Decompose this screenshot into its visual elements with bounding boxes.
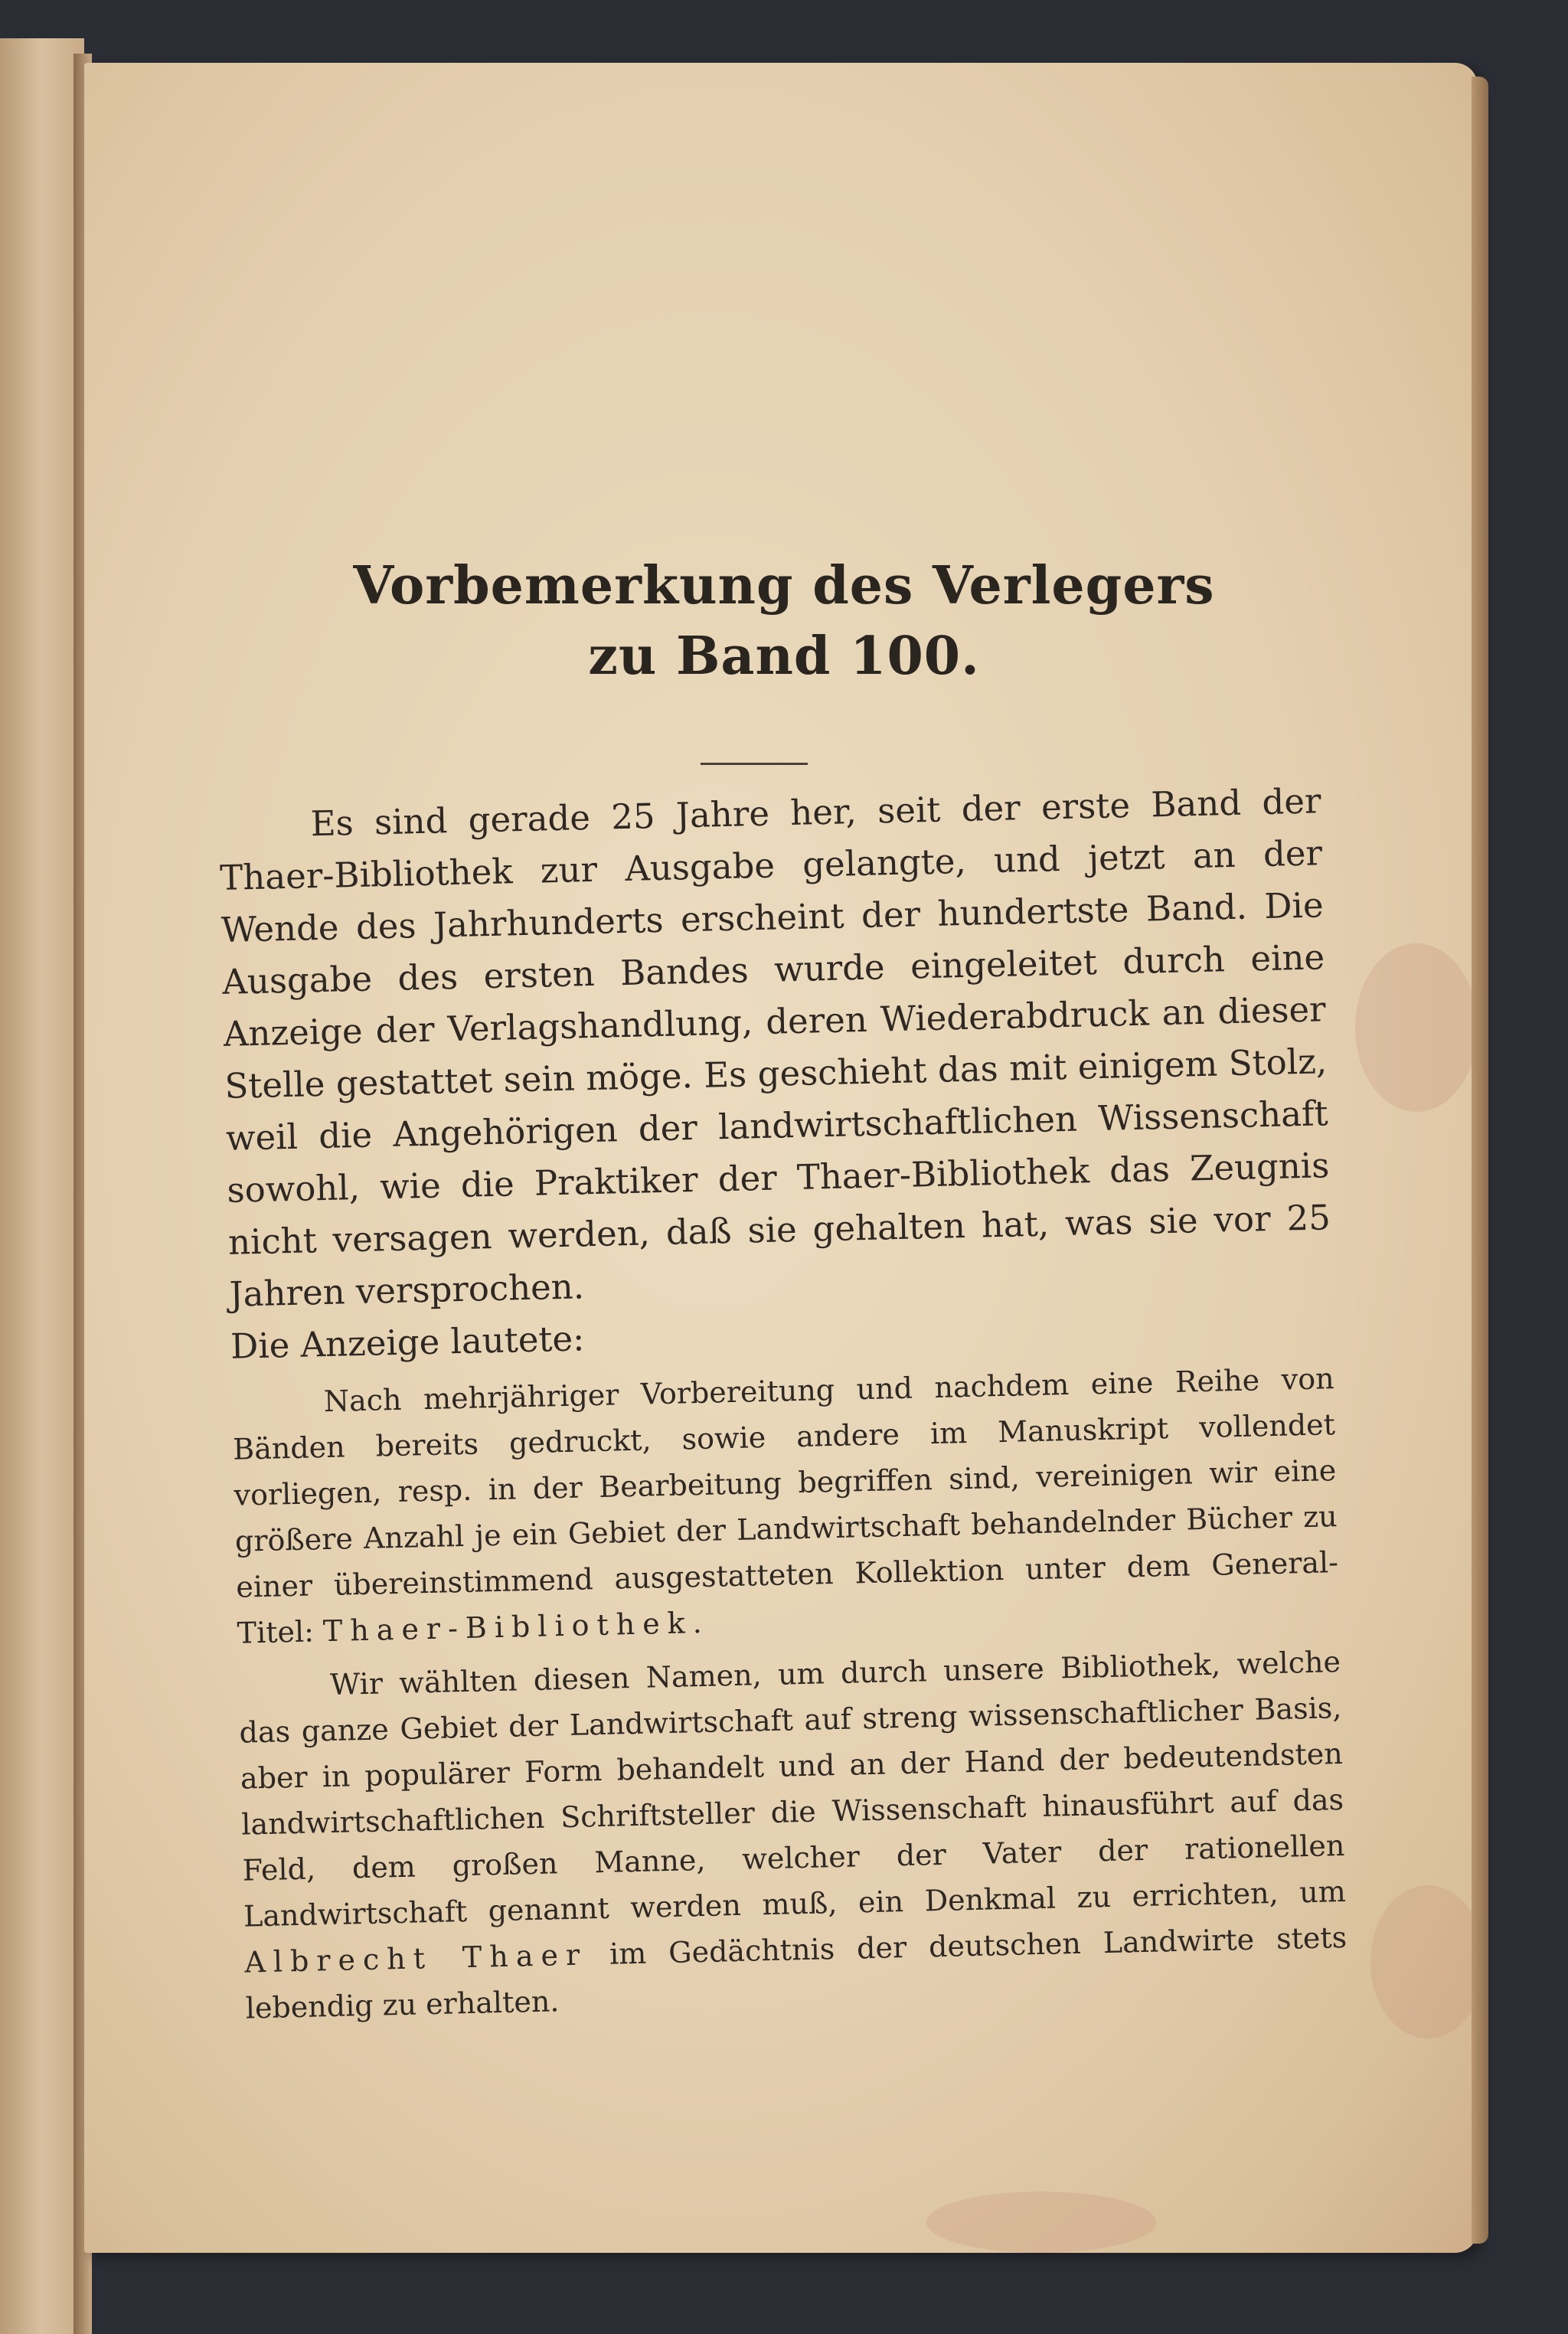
title-line-1: Vorbemerkung des Verlegers: [353, 555, 1215, 616]
quote-2-part-2: im Gedächtnis der deutschen Landwirte stets lebendig zu erhalten.: [245, 1920, 1348, 2025]
title-line-2: zu Band 100.: [588, 625, 980, 687]
paper-stain: [1355, 943, 1478, 1112]
body-text: [218, 775, 1348, 2031]
quote-paragraph-2: [238, 1639, 1349, 2032]
quote-paragraph-1: [231, 1355, 1340, 1656]
quote-2-spaced-name: Albrecht Thaer: [243, 1937, 588, 1979]
paper-stain: [1370, 1885, 1485, 2038]
paper-stain: [926, 2192, 1156, 2253]
intro-line: Die Anzeige lautete:: [230, 1318, 585, 1367]
quote-2-part-1: Wir wählten diesen Namen, um durch unsere Bibliothek, welche das ganze Gebiet der Landwirtschaft auf streng wissenschaftlicher Basis, aber in populärer Form behandelt und an der Hand der bedeutendsten landwirtschaftlichen Schriftsteller die Wissenschaft hinausführt auf das Feld, dem großen Manne, welcher der Vater der rationellen Landwirtschaft genannt werden muß, ein Denkmal zu errichten, um: [239, 1645, 1347, 1934]
page-title: [0, 551, 1568, 692]
title-divider: [701, 763, 808, 765]
page-right-edge: [1472, 77, 1488, 2244]
quote-1-spaced-title: Thaer-Bibliothek.: [322, 1605, 710, 1649]
left-page-edge: [0, 38, 84, 2334]
quote-1-text: Nach mehrjähriger Vorbereitung und nachdem eine Reihe von Bänden bereits gedruckt, sowie andere im Manuskript vollendet vorliegen, resp. in der Bearbeitung begriffen sind, vereinigen wir eine größere Anzahl je ein Gebiet der Landwirtschaft behandelnder Bücher zu einer übereinstimmend ausgestatteten Kollektion unter dem General-Titel:: [232, 1362, 1339, 1650]
paragraph-1: Es sind gerade 25 Jahre her, seit der erste Band der Thaer-Bibliothek zur Ausgabe gelangte, und jetzt an der Wende des Jahrhunderts erscheint der hundertste Band. Die Ausgabe des ersten Bandes wurde eingeleitet durch eine Anzeige der Verlagshandlung, deren Wiederabdruck an dieser Stelle gestattet sein möge. Es geschieht das mit einigem Stolz, weil die Angehörigen der landwirtschaftlichen Wissenschaft sowohl, wie die Praktiker der Thaer-Bibliothek das Zeugnis nicht versagen werden, daß sie gehalten hat, was sie vor 25 Jahren versprochen.: [219, 780, 1331, 1315]
